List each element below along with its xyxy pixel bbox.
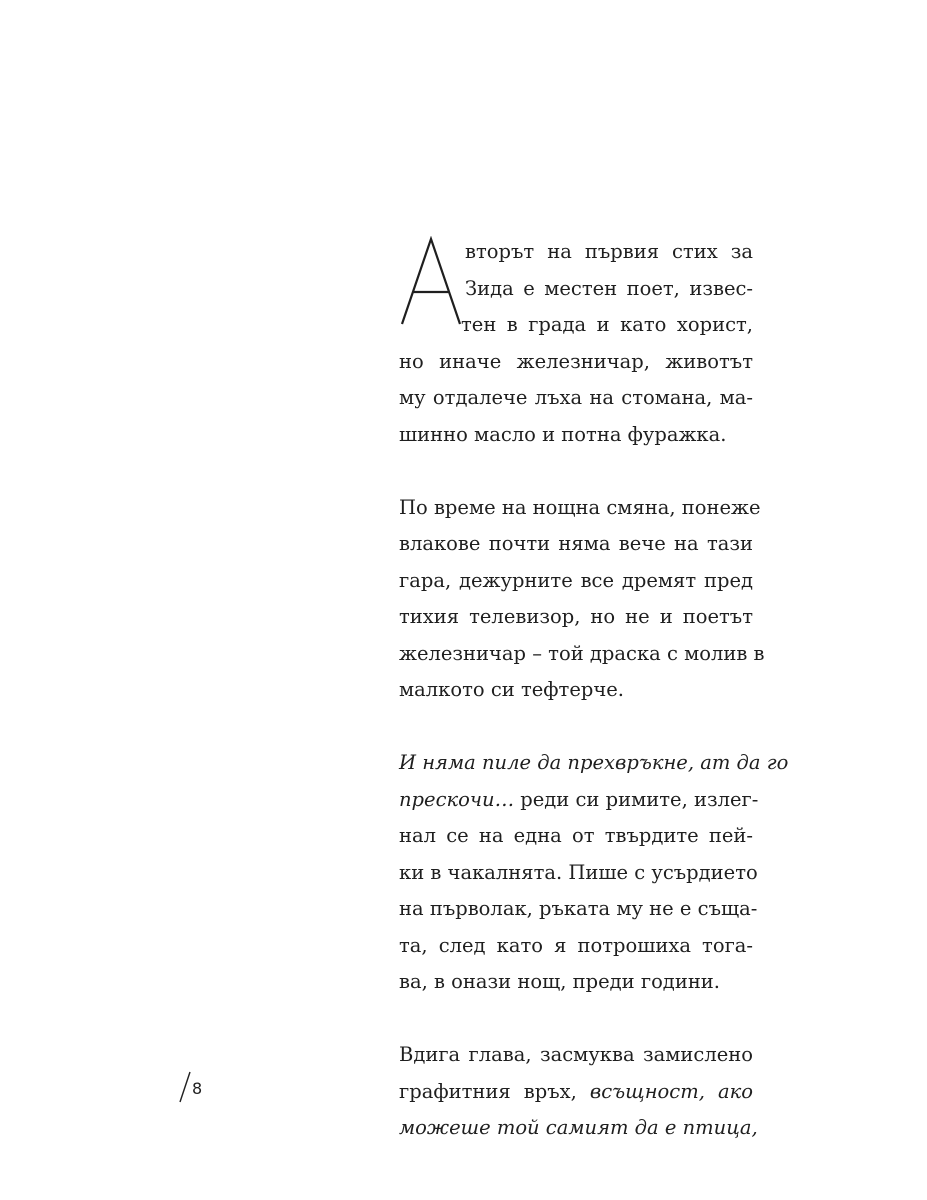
text-line: нал се на една от твърдите пей- xyxy=(399,824,753,847)
text-line: му отдалече лъха на стомана, ма- xyxy=(399,386,753,409)
text-line: тен в града и като хорист, xyxy=(461,313,753,336)
text-run: реди си римите, излег- xyxy=(514,787,759,811)
text-line: Зида е местен поет, извес- xyxy=(465,276,753,300)
text-line: но иначе железничар, животът xyxy=(399,349,753,373)
text-line: гара, дежурните все дремят пред xyxy=(399,568,753,592)
text-line: на първолак, ръката му не е съща- xyxy=(399,897,758,920)
text-line: та, след като я потрошиха тога- xyxy=(399,933,753,957)
paragraph-1 xyxy=(399,234,753,453)
page-folio xyxy=(178,1070,218,1104)
text-line xyxy=(399,782,759,819)
text-line: По време на нощна смяна, понеже xyxy=(399,495,761,519)
body-text xyxy=(399,234,789,1147)
italic-text: всъщност, ако xyxy=(589,1079,753,1103)
text-line: ва, в онази нощ, преди години. xyxy=(399,970,721,993)
text-run: графитния връх, xyxy=(399,1079,590,1103)
slash-icon xyxy=(178,1070,192,1104)
page-number: 8 xyxy=(192,1079,203,1098)
text-line: Вдига глава, засмуква замислено xyxy=(399,1043,753,1066)
text-line xyxy=(399,745,789,782)
paragraph-4 xyxy=(399,1037,758,1147)
text-line: вторът на първия стих за xyxy=(465,240,753,263)
paragraph-2 xyxy=(399,490,765,709)
text-line: железничар – той драска с молив в xyxy=(399,641,765,665)
text-line: малкото си тефтерче. xyxy=(399,678,624,701)
italic-text: прескочи… xyxy=(399,787,515,811)
text-line xyxy=(399,1074,753,1111)
italic-text: И няма пиле да прехвръкне, ат да го xyxy=(399,751,789,774)
text-line xyxy=(399,1110,758,1147)
text-line: ки в чакалнята. Пише с усърдието xyxy=(399,860,758,884)
paragraph-3 xyxy=(399,745,789,1001)
text-line: шинно масло и потна фуражка. xyxy=(399,422,727,446)
text-line: влакове почти няма вече на тази xyxy=(399,532,753,555)
italic-text: можеше той самият да е птица, xyxy=(399,1116,758,1139)
text-line: тихия телевизор, но не и поетът xyxy=(399,605,753,628)
